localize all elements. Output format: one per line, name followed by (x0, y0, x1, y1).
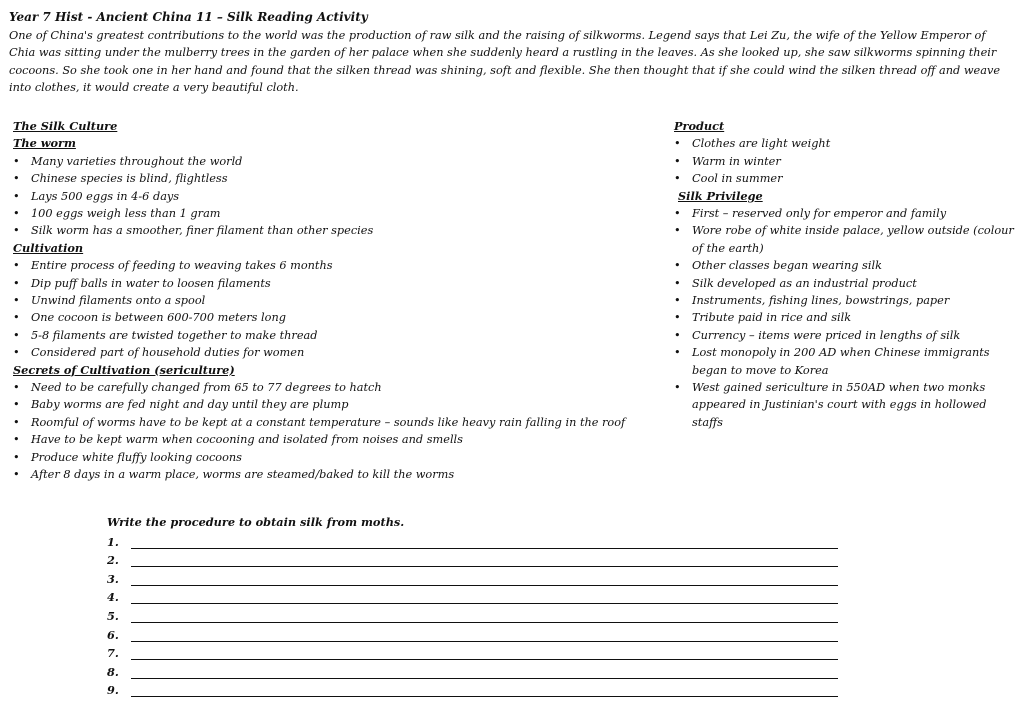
list-item: • 5-8 filaments are twisted together to make thread (13, 327, 653, 344)
line-number: 4. (107, 590, 119, 605)
list-item: • One cocoon is between 600-700 meters long (13, 309, 653, 326)
answer-line[interactable] (107, 549, 838, 568)
line-number: 7. (107, 646, 119, 661)
list-item: • West gained sericulture in 550AD when two monks appeared in Justinian's court with eggs in hollowed staffs (674, 379, 1014, 431)
answer-blank[interactable] (131, 554, 838, 567)
list-item: • Dip puff balls in water to loosen filaments (13, 275, 653, 292)
procedure-title: Write the procedure to obtain silk from moths. (107, 515, 405, 529)
product-list (674, 135, 1014, 187)
silk-culture-heading: The Silk Culture (13, 119, 118, 133)
list-item: • Chinese species is blind, flightless (13, 170, 653, 187)
answer-blank[interactable] (131, 629, 838, 642)
line-number: 5. (107, 608, 119, 623)
privilege-list (674, 205, 1014, 431)
right-column (674, 118, 1014, 431)
list-item: • Silk worm has a smoother, finer filament than other species (13, 222, 653, 239)
left-column (13, 118, 653, 483)
answer-blank[interactable] (131, 591, 838, 604)
list-item: • Wore robe of white inside palace, yellow outside (colour of the earth) (674, 222, 1014, 257)
secrets-heading: Secrets of Cultivation (sericulture) (13, 362, 235, 377)
worm-heading: The worm (13, 136, 76, 151)
list-item: • Need to be carefully changed from 65 to 77 degrees to hatch (13, 379, 653, 396)
list-item: • Considered part of household duties for women (13, 344, 653, 361)
list-item: • Many varieties throughout the world (13, 153, 653, 170)
intro-paragraph: One of China's greatest contributions to the world was the production of raw silk and the raising of silkworms. Legend says that Lei Zu, the wife of the Yellow Emperor of Chia was sitting under the mulberry trees in the garden of her palace when she suddenly heard a rustling in the leaves. As she looked up, she saw silkworms spinning their cocoons. So she took one in her hand and found that the silken thread was shining, soft and flexible. She then thought that if she could wind the silken thread off and weave into clothes, it would create a very beautiful cloth. (9, 29, 1001, 95)
answer-line[interactable] (107, 567, 838, 586)
worm-list (13, 153, 653, 240)
list-item: • Clothes are light weight (674, 135, 1014, 152)
line-number: 3. (107, 571, 119, 586)
list-item: • Currency – items were priced in lengths of silk (674, 327, 1014, 344)
secrets-list (13, 379, 653, 483)
list-item: • First – reserved only for emperor and family (674, 205, 1014, 222)
procedure-section (107, 514, 838, 697)
answer-line[interactable] (107, 530, 838, 549)
list-item: • Have to be kept warm when cocooning and isolated from noises and smells (13, 431, 653, 448)
answer-blank[interactable] (131, 647, 838, 660)
list-item: • Lost monopoly in 200 AD when Chinese immigrants began to move to Korea (674, 344, 1014, 379)
answer-blank[interactable] (131, 573, 838, 586)
answer-line[interactable] (107, 586, 838, 605)
page-title: Year 7 Hist - Ancient China 11 – Silk Reading Activity (9, 10, 368, 24)
list-item: • Silk developed as an industrial product (674, 275, 1014, 292)
answer-blank[interactable] (131, 536, 838, 549)
product-heading: Product (674, 119, 725, 133)
answer-line[interactable] (107, 604, 838, 623)
answer-blank[interactable] (131, 666, 838, 679)
line-number: 8. (107, 664, 119, 679)
answer-line[interactable] (107, 660, 838, 679)
list-item: • Entire process of feeding to weaving takes 6 months (13, 257, 653, 274)
list-item: • Unwind filaments onto a spool (13, 292, 653, 309)
list-item: • Roomful of worms have to be kept at a constant temperature – sounds like heavy rain falling in the roof (13, 414, 653, 431)
list-item: • Warm in winter (674, 153, 1014, 170)
list-item: • 100 eggs weigh less than 1 gram (13, 205, 653, 222)
answer-line[interactable] (107, 642, 838, 661)
list-item: • Other classes began wearing silk (674, 257, 1014, 274)
answer-line[interactable] (107, 623, 838, 642)
list-item: • After 8 days in a warm place, worms are steamed/baked to kill the worms (13, 466, 653, 483)
line-number: 2. (107, 553, 119, 568)
cultivation-heading: Cultivation (13, 240, 84, 255)
answer-blank[interactable] (131, 684, 838, 697)
list-item: • Produce white fluffy looking cocoons (13, 449, 653, 466)
privilege-heading: Silk Privilege (678, 188, 763, 203)
line-number: 1. (107, 534, 119, 549)
answer-blank[interactable] (131, 610, 838, 623)
list-item: • Cool in summer (674, 170, 1014, 187)
line-number: 9. (107, 683, 119, 698)
line-number: 6. (107, 627, 119, 642)
answer-line[interactable] (107, 679, 838, 698)
list-item: • Baby worms are fed night and day until they are plump (13, 396, 653, 413)
list-item: • Instruments, fishing lines, bowstrings, paper (674, 292, 1014, 309)
list-item: • Tribute paid in rice and silk (674, 309, 1014, 326)
list-item: • Lays 500 eggs in 4-6 days (13, 188, 653, 205)
cultivation-list (13, 257, 653, 361)
